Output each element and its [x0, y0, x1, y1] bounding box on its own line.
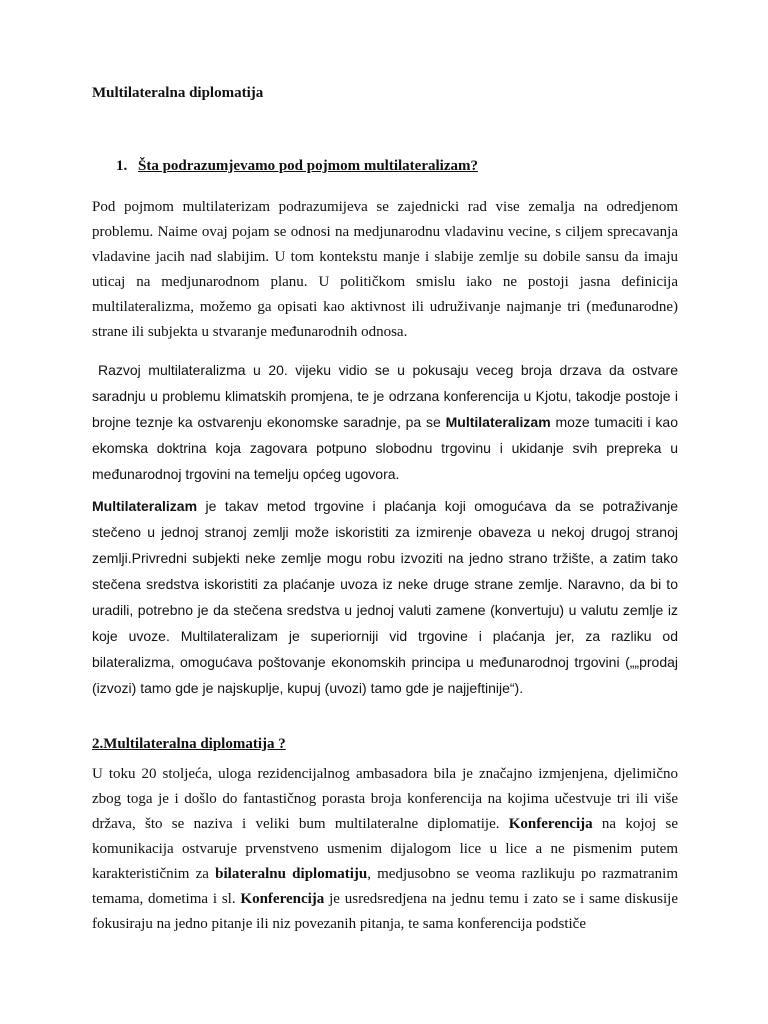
question-heading-1	[116, 158, 478, 175]
paragraph-2	[92, 358, 678, 488]
paragraph-1: Pod pojmom multilaterizam podrazumijeva se zajednicki rad vise zemalja na odredjenom problemu. Naime ovaj pojam se odnosi na medjunarodnu vladavinu vecine, s ciljem sprecavanja vladavine jacih nad slabijim. U tom kontekstu manje i slabije zemlje su dobile sansu da imaju uticaj na medjunarodnom planu. U političkom smislu iako ne postoji jasna definicija multilateralizma, možemo ga opisati kao aktivnost ili udruživanje najmanje tri (međunarodne) strane ili subjekta u stvaranje međunarodnih odnosa.	[92, 199, 678, 340]
paragraph-4-text-e: , medjusobno se veoma razlikuju po razmatranim temama, dometima i sl.	[92, 866, 678, 907]
paragraph-4-bold-bilateralna: bilateralnu diplomatiju	[215, 866, 368, 882]
paragraph-2-bold-term: Multilateralizam	[445, 414, 551, 430]
section-2-heading: 2.Multilateralna diplomatija ?	[92, 736, 286, 752]
paragraph-4-text-a: U toku 20 stoljeća, uloga rezidencijalnog ambasadora bila je značajno izmjenjena, djelimično zbog toga je i došlo do fantastičnog porasta broja konferencija na kojima učestvuje tri ili više država, što se naziva i veliki bum multilateralne diplomatije.	[92, 766, 678, 832]
paragraph-2-text-a: Razvoj multilateralizma u 20. vijeku vidio se u pokusaju veceg broja drzava da ostvare saradnju u problemu klimatskih promjena, te je odrzana konferencija u Kjotu, takodje postoje i brojne teznje ka ostvarenju ekonomske saradnje, pa se	[92, 362, 678, 430]
paragraph-4-bold-konferencija-2: Konferencija	[240, 891, 325, 907]
paragraph-4-bold-konferencija: Konferencija	[508, 816, 593, 832]
question-text: Šta podrazumjevamo pod pojmom multilateralizam?	[138, 158, 478, 174]
document-title: Multilateralna diplomatija	[92, 85, 264, 101]
paragraph-4-text-g: je usredsredjena na jednu temu i zato se i same diskusije fokusiraju na jedno pitanje ili niz povezanih pitanja, te sama konferencija podstiče	[92, 891, 678, 932]
question-number: 1.	[116, 158, 128, 174]
paragraph-3-text: je takav metod trgovine i plaćanja koji omogućava da se potraživanje stečeno u jednoj stranoj zemlji može iskoristiti za izmirenje obaveza u nekoj drugoj stranoj zemlji.Privredni subjekti neke zemlje mogu robu izvoziti na jedno strano tržište, a zatim tako stečena sredstva iskoristiti za plaćanje uvoza iz neke druge strane zemlje. Naravno, da bi to uradili, potrebno je da stečena sredstva u jednoj valuti zamene (konvertuju) u valutu zemlje iz koje uvoze. Multilateralizam je superiorniji vid trgovine i plaćanja jer, za razliku od bilateralizma, omogućava poštovanje ekonomskih principa u međunarodnoj trgovini („„prodaj (izvozi) tamo gde je najskuplje, kupuj (uvozi) tamo gde je najjeftinije“).	[92, 498, 678, 696]
paragraph-2-text-c: moze tumaciti i kao ekomska doktrina koja zagovara potpuno slobodnu trgovinu i ukidanje svih prepreka u međunarodnoj trgovini na temelju općeg ugovora.	[92, 414, 678, 482]
paragraph-4	[92, 762, 678, 937]
paragraph-4-text-c: na kojoj se komunikacija ostvaruje prvenstveno usmenim dijalogom lice u lice a ne pismenim putem karakterističnim za	[92, 816, 678, 882]
paragraph-3-bold-term: Multilateralizam	[92, 498, 198, 514]
paragraph-3	[92, 494, 678, 702]
